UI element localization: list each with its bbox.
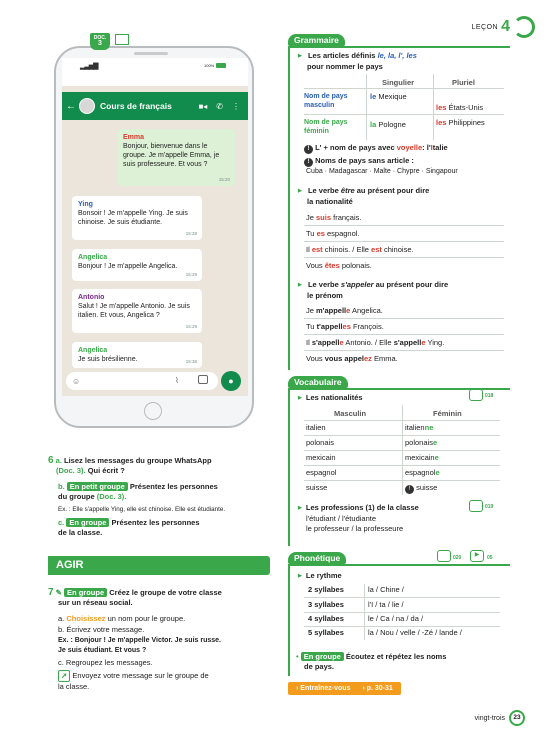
syllable-count: 4 syllabes <box>308 614 344 623</box>
activity-mode-badge: En petit groupe <box>67 482 128 491</box>
sappeler-line: Je m'appelle Angelica. <box>306 306 383 315</box>
syllable-example: la / Chine / <box>368 585 404 594</box>
camera-icon[interactable] <box>198 375 208 384</box>
column-singulier: Singulier <box>382 78 415 87</box>
professions-title: ▶ Les professions (1) de la classe <box>298 503 419 514</box>
sappeler-line: Il s'appelle Antonio. / Elle s'appelle Ying. <box>306 338 445 347</box>
message-text: Bonjour ! Je m'appelle Angelica. <box>78 263 178 270</box>
doc-tag: DOC. 3 <box>90 33 110 50</box>
nationality-feminine: espagnole <box>405 468 440 477</box>
line-rule <box>304 350 504 351</box>
nationality-feminine: polonaise <box>405 438 438 447</box>
syllable-count: 2 syllabes <box>308 585 344 594</box>
headphones-icon[interactable] <box>469 389 483 401</box>
row-masculin-label: Nom de pays masculin <box>304 93 348 109</box>
cell-les-philippines: les Philippines <box>436 118 485 127</box>
page-number-words: vingt-trois <box>474 714 505 722</box>
headphones-icon[interactable] <box>469 500 483 512</box>
video-number: 05 <box>487 555 493 561</box>
nationality-masculine: italien <box>306 423 326 432</box>
sappeler-line: Vous vous appelez Emma. <box>306 354 398 363</box>
message-sender: Ying <box>78 201 93 208</box>
professions-line: le professeur / la professeure <box>306 524 404 533</box>
lesson-number: 4 <box>501 18 510 35</box>
signal-icon: ▂▃▅▇ <box>80 63 98 70</box>
section-rule <box>288 564 290 676</box>
message-text: Je suis brésilienne. <box>78 356 138 363</box>
etre-line: Vous êtes polonais. <box>306 261 372 270</box>
table-rule <box>304 450 500 451</box>
line-rule <box>304 334 504 335</box>
section-rule <box>288 46 290 370</box>
warning-icon: ! <box>405 485 414 494</box>
nationality-feminine: mexicaine <box>405 453 439 462</box>
table-rule <box>304 88 504 89</box>
video-call-icon[interactable]: ■◂ <box>198 101 208 111</box>
lesson-header <box>471 16 535 38</box>
home-button[interactable] <box>144 402 162 420</box>
document-icon <box>115 34 129 45</box>
message-time: 15:29 <box>185 324 197 329</box>
back-arrow-icon[interactable]: ← <box>66 100 76 112</box>
table-rule <box>304 465 500 466</box>
nationality-masculine: suisse <box>306 483 328 492</box>
phone-speaker <box>134 52 168 55</box>
articles-title: ▶ Les articles définis le, la, l', les pour nommer le pays <box>298 51 508 71</box>
table-rule <box>304 114 504 115</box>
etre-title: ▶ Le verbe être au présent pour dire la nationalité <box>298 186 508 206</box>
message-sender: Angelica <box>78 254 108 261</box>
exercise-6-b: b. En petit groupe Présentez les personnes du groupe (Doc. 3). <box>58 482 218 501</box>
agir-banner: AGIR <box>48 556 270 575</box>
attachment-icon[interactable]: ⌇ <box>175 376 179 385</box>
audio-track-number: 019 <box>485 504 494 510</box>
message-bubble <box>72 342 202 368</box>
nationality-masculine: espagnol <box>306 468 337 477</box>
exercise-7-b: b. Écrivez votre message. <box>58 625 145 634</box>
message-input[interactable] <box>66 372 218 390</box>
lesson-badge-icon <box>513 16 535 38</box>
message-sender: Angelica <box>78 347 108 354</box>
table-rule <box>366 74 367 140</box>
line-rule <box>304 597 500 598</box>
note-voyelle: ! L' + nom de pays avec voyelle: l'Italie <box>304 143 448 154</box>
message-bubble <box>72 249 202 281</box>
sappeler-title: ▶ Le verbe s'appeler au présent pour dire le prénom <box>298 280 508 300</box>
phonetique-instruction: • En groupe Écoutez et répétez les noms de pays. <box>296 652 447 671</box>
section-grammaire-title: Grammaire <box>288 34 345 46</box>
message-time: 15:20 <box>218 177 230 182</box>
audio-track-number: 020 <box>453 555 462 561</box>
audio-track-number: 018 <box>485 393 494 399</box>
professions-line: l'étudiant / l'étudiante <box>306 514 376 523</box>
exercise-6-c: c. En groupe Présentez les personnes de la classe. <box>58 518 200 537</box>
exercise-6-a: 6 a. Lisez les messages du groupe WhatsApp (Doc. 3). Qui écrit ? <box>48 455 212 475</box>
message-text: Salut ! Je m'appelle Antonio. Je suis italien. Et vous, Angelica ? <box>78 303 190 319</box>
exercise-7-example-line-1: Ex. : Bonjour ! Je m'appelle Victor. Je suis russe. <box>58 637 221 644</box>
video-play-icon[interactable]: ▶ <box>470 550 484 562</box>
rythme-title: ▶ Le rythme <box>298 571 342 582</box>
table-rule <box>304 420 500 421</box>
sappeler-line: Tu t'appelles François. <box>306 322 384 331</box>
message-time: 15:29 <box>185 272 197 277</box>
section-phonetique-title: Phonétique <box>288 552 346 564</box>
exercise-7-example-line-2: Je suis étudiant. Et vous ? <box>58 647 147 654</box>
table-rule <box>433 74 434 140</box>
send-icon: ➚ <box>58 670 70 682</box>
note-sans-article: ! Noms de pays sans article : <box>304 156 414 167</box>
exercise-number: 7 <box>48 587 54 598</box>
row-feminin-label: Nom de pays féminin <box>304 119 348 135</box>
table-rule <box>304 435 500 436</box>
cell-les-etats-unis: les États-Unis <box>436 103 484 112</box>
line-rule <box>304 241 504 242</box>
exercise-7-c: c. Regroupez les messages. <box>58 658 153 667</box>
chat-title[interactable]: Cours de français <box>100 101 172 111</box>
nationality-feminine: ! suisse <box>405 483 437 494</box>
section-vocabulaire-title: Vocabulaire <box>288 376 348 388</box>
warning-icon: ! <box>304 158 313 167</box>
section-rule <box>288 388 290 546</box>
syllable-count: 3 syllabes <box>308 600 344 609</box>
message-time: 15:28 <box>185 231 197 236</box>
battery-icon <box>216 63 226 68</box>
exercise-7-a: a. Choisissez un nom pour le groupe. <box>58 614 186 623</box>
page-number-badge: 23 <box>509 710 525 726</box>
battery-indicator: 100% <box>204 63 226 68</box>
pencil-icon: ✎ <box>55 588 62 597</box>
message-sender: Emma <box>123 134 145 141</box>
emoji-icon[interactable]: ☺ <box>72 377 81 386</box>
nationalites-title: ▶ Les nationalités <box>298 393 363 404</box>
lesson-label: LEÇON <box>471 23 499 31</box>
message-sender: Antonio <box>78 294 105 301</box>
exercise-6-example: Ex. : Elle s'appelle Ying, elle est chinoise. Elle est étudiante. <box>58 506 226 513</box>
group-avatar[interactable] <box>79 98 95 114</box>
table-rule <box>304 480 500 481</box>
column-masculin: Masculin <box>334 409 367 418</box>
etre-line: Je suis français. <box>306 213 362 222</box>
line-rule <box>304 318 504 319</box>
line-rule <box>304 626 500 627</box>
exercise-7-d: ➚ Envoyez votre message sur le groupe de la classe. <box>58 671 209 691</box>
etre-line: Tu es espagnol. <box>306 229 360 238</box>
warning-icon: ! <box>304 145 313 154</box>
phone-call-icon[interactable]: ✆ <box>216 101 223 111</box>
message-bubble <box>117 129 235 186</box>
syllable-example: la / Nou / velle / -Zé / lande / <box>368 628 462 637</box>
line-rule <box>304 612 500 613</box>
microphone-icon[interactable]: ● <box>221 371 241 391</box>
exercise-number: 6 <box>48 455 54 466</box>
message-text: Bonsoir ! Je m'appelle Ying. Je suis chinoise. Je suis étudiante. <box>78 210 188 226</box>
message-text: Bonjour, bienvenue dans le groupe. Je m'appelle Emma, je suis professeure. Et vous ? <box>123 143 220 168</box>
column-feminin: Féminin <box>433 409 462 418</box>
etre-line: Il est chinois. / Elle est chinoise. <box>306 245 414 254</box>
exercise-7-title: 7 ✎ En groupe Créez le groupe de votre classe sur un réseau social. <box>48 587 222 607</box>
syllable-count: 5 syllabes <box>308 628 344 637</box>
nationality-masculine: mexicain <box>306 453 336 462</box>
activity-mode-badge: En groupe <box>301 652 344 661</box>
cell-la-pologne: la Pologne <box>370 120 406 129</box>
page-number <box>475 710 525 726</box>
message-bubble <box>72 289 202 333</box>
cell-le-mexique: le Mexique <box>370 92 407 101</box>
line-rule <box>304 225 504 226</box>
more-menu-icon[interactable]: ⋮ <box>232 101 240 111</box>
line-rule <box>304 257 504 258</box>
section-divider <box>288 564 510 566</box>
section-divider <box>288 46 510 48</box>
column-pluriel: Pluriel <box>452 78 475 87</box>
syllable-example: l'I / ta / lie / <box>368 600 404 609</box>
chat-header <box>62 92 248 120</box>
message-bubble <box>72 196 202 240</box>
note-sans-article-list: Cuba · Madagascar · Malte · Chypre · Singapour <box>306 168 458 175</box>
headphones-icon[interactable] <box>437 550 451 562</box>
message-time: 15:36 <box>185 359 197 364</box>
nationality-masculine: polonais <box>306 438 334 447</box>
nationality-feminine: italienne <box>405 423 434 432</box>
syllable-example: le / Ca / na / da / <box>368 614 424 623</box>
activity-mode-badge: En groupe <box>66 518 109 527</box>
practice-link[interactable]: › Entraînez-vous › p. 30-31 <box>288 682 401 695</box>
activity-mode-badge: En groupe <box>64 588 107 597</box>
